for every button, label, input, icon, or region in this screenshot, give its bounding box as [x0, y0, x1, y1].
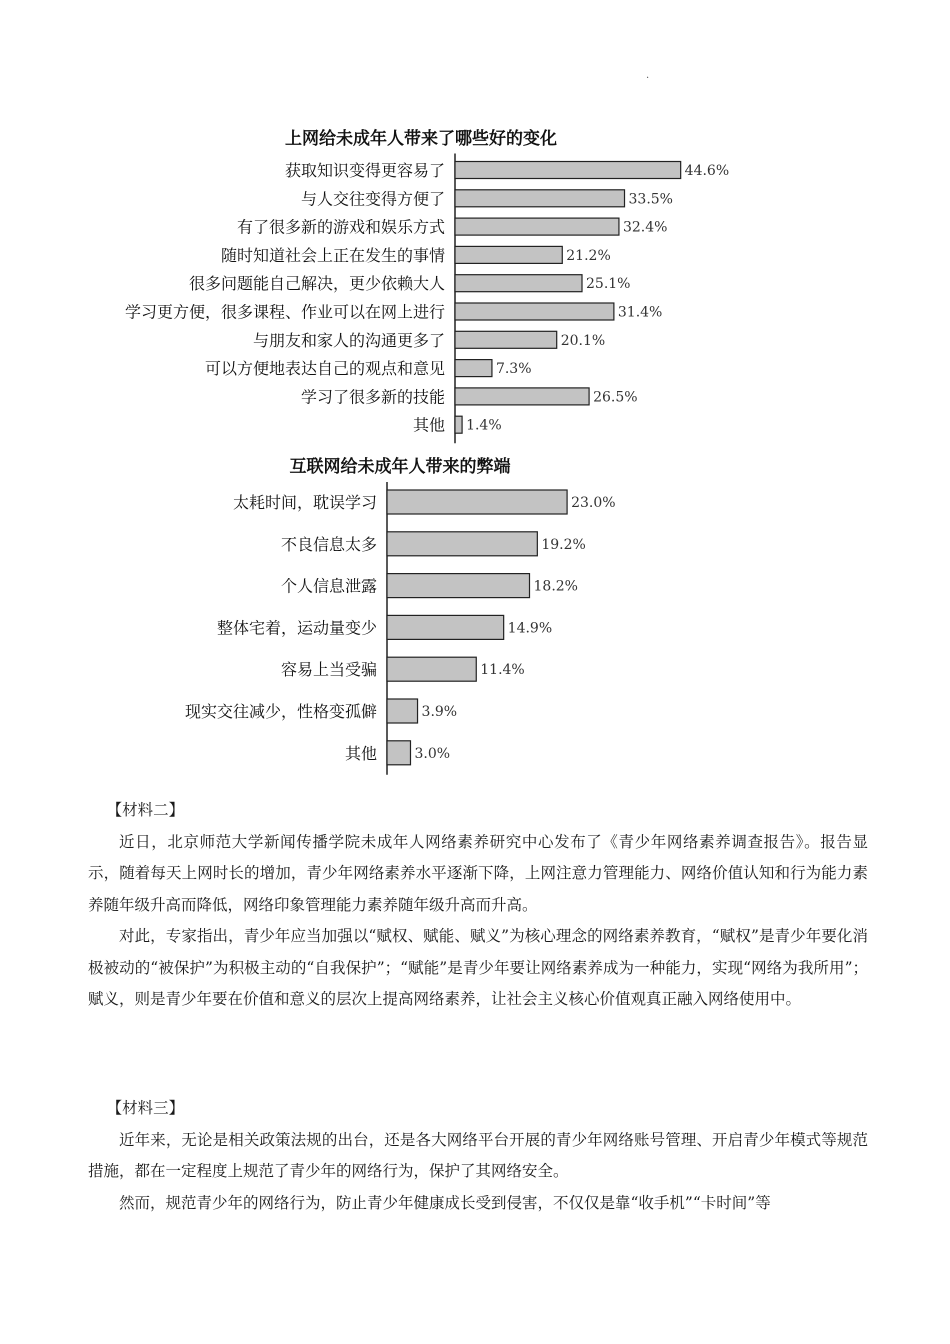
value-label: 19.2%: [541, 536, 586, 553]
bar: [387, 657, 476, 681]
material-three-heading: 【材料三】: [106, 1099, 185, 1117]
category-label: 个人信息泄露: [280, 576, 377, 596]
material-two-paragraph-2: 对此，专家指出，青少年应当加强以“赋权、赋能、赋义”为核心理念的网络素养教育，“赋权”是青少年要化消极被动的“被保护”为积极主动的“自我保护”；“赋能”是青少年要让网络素养成为一种能力，实现“网络为我所用”；赋义，则是青少年要在价值和意义的层次上提高网络素养，让社会主义核心价值观真正融入网络使用中。: [88, 927, 868, 1008]
category-label: 随时知道社会上正在发生的事情: [220, 245, 445, 265]
category-label: 有了很多新的游戏和娱乐方式: [236, 217, 445, 237]
material-three-paragraph-1: 近年来，无论是相关政策法规的出台，还是各大网络平台开展的青少年网络账号管理、开启青少年模式等规范措施，都在一定程度上规范了青少年的网络行为，保护了其网络安全。: [88, 1130, 868, 1180]
category-label: 学习了很多新的技能: [300, 387, 445, 407]
bar: [387, 741, 410, 765]
category-label: 不良信息太多: [280, 534, 377, 554]
bar: [387, 574, 530, 598]
category-label: 可以方便地表达自己的观点和意见: [204, 359, 445, 379]
value-label: 18.2%: [533, 578, 578, 595]
category-label: 整体宅着，运动量变少: [216, 618, 377, 638]
drawbacks-bar-chart: [0, 450, 950, 780]
bar: [455, 218, 619, 235]
category-label: 学习更方便，很多课程、作业可以在网上进行: [124, 302, 445, 322]
bar: [387, 532, 537, 556]
chart-title: 上网给未成年人带来了哪些好的变化: [285, 129, 557, 149]
category-label: 很多问题能自己解决，更少依赖大人: [188, 274, 445, 294]
category-label: 容易上当受骗: [280, 660, 377, 680]
bar: [455, 190, 625, 207]
material-two-section: [88, 795, 868, 1016]
bar: [455, 388, 589, 405]
value-label: 44.6%: [684, 163, 730, 179]
bar: [455, 162, 681, 179]
bar: [455, 275, 582, 292]
category-label: 获取知识变得更容易了: [284, 161, 445, 180]
value-label: 3.9%: [421, 704, 458, 720]
category-label: 太耗时间，耽误学习: [232, 493, 377, 512]
value-label: 14.9%: [507, 620, 553, 637]
bar: [387, 615, 504, 639]
category-label: 与人交往变得方便了: [300, 189, 445, 209]
value-label: 7.3%: [495, 361, 532, 378]
category-label: 现实交往减少，性格变孤僻: [184, 702, 377, 721]
value-label: 32.4%: [622, 219, 668, 236]
material-two-heading: 【材料二】: [106, 801, 185, 819]
bar: [455, 416, 462, 433]
value-label: 26.5%: [593, 389, 638, 406]
material-two-paragraph-1: 近日，北京师范大学新闻传播学院未成年人网络素养研究中心发布了《青少年网络素养调查报告》。报告显示，随着每天上网时长的增加，青少年网络素养水平逐渐下降，上网注意力管理能力、网络价值认知和行为能力素养随年级升高而降低，网络印象管理能力素养随年级升高而升高。: [88, 832, 868, 914]
material-three-section: [88, 1093, 868, 1219]
category-label: 其他: [344, 743, 377, 763]
value-label: 3.0%: [414, 745, 451, 762]
value-label: 33.5%: [628, 191, 673, 208]
value-label: 23.0%: [571, 495, 616, 511]
bar: [455, 360, 492, 377]
benefits-bar-chart: [0, 120, 950, 440]
value-label: 11.4%: [480, 662, 525, 679]
bar: [387, 490, 567, 514]
value-label: 25.1%: [586, 276, 631, 293]
value-label: 31.4%: [617, 304, 663, 321]
bar: [455, 303, 614, 320]
chart-title: 互联网给未成年人带来的弊端: [289, 457, 511, 477]
corner-mark: .: [646, 70, 650, 81]
category-label: 与朋友和家人的沟通更多了: [252, 330, 445, 350]
value-label: 21.2%: [566, 247, 611, 264]
material-three-paragraph-2: 然而，规范青少年的网络行为，防止青少年健康成长受到侵害，不仅仅是靠“收手机”“卡时间”等: [119, 1193, 771, 1212]
value-label: 1.4%: [466, 417, 502, 434]
category-label: 其他: [412, 415, 445, 435]
bar: [455, 331, 557, 348]
value-label: 20.1%: [560, 332, 606, 349]
bar: [455, 246, 562, 263]
bar: [387, 699, 418, 723]
